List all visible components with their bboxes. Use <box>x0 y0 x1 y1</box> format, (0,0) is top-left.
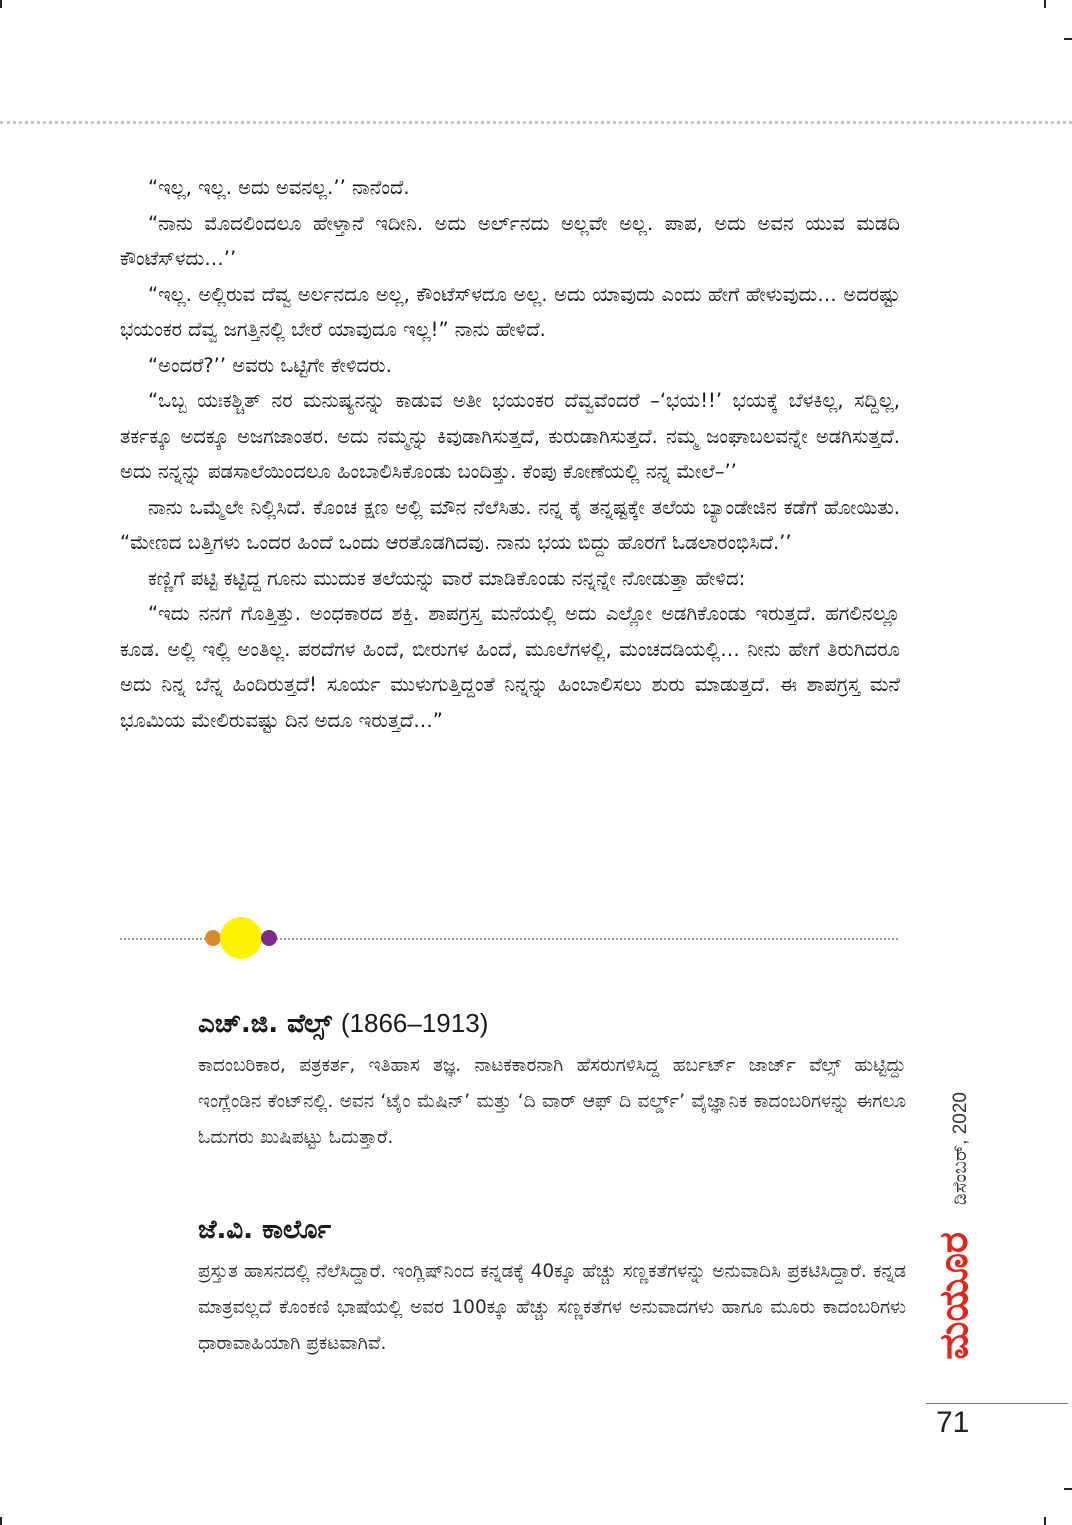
issue-date: ಡಿಸೆಂಬರ್, 2020 <box>950 1092 971 1206</box>
magazine-logo: ಮಯೂರ <box>931 1232 977 1360</box>
translator-bio-text: ಪ್ರಸ್ತುತ ಹಾಸನದಲ್ಲಿ ನೆಲೆಸಿದ್ದಾರೆ. ಇಂಗ್ಲಿಷ್‌ನಿಂದ ಕನ್ನಡಕ್ಕೆ 40ಕ್ಕೂ ಹೆಚ್ಚು ಸಣ್ಣಕತೆಗಳನ್ನು ಅನುವಾದಿಸಿ ಪ್ರಕಟಿಸಿದ್ದಾರೆ. ಕನ್ನಡ ಮಾತ್ರವಲ್ಲದೆ ಕೊಂಕಣಿ ಭಾಷೆಯಲ್ಲಿ ಅವರ 100ಕ್ಕೂ ಹೆಚ್ಚು ಸಣ್ಣಕತೆಗಳ ಅನುವಾದಗಳು ಹಾಗೂ ಮೂರು ಕಾದಂಬರಿಗಳು ಧಾರಾವಾಹಿಯಾಗಿ ಪ್ರಕಟವಾಗಿವೆ. <box>198 1261 906 1354</box>
author-name-heading <box>198 1005 906 1042</box>
author-bio-text: ಕಾದಂಬರಿಕಾರ, ಪತ್ರಕರ್ತ, ಇತಿಹಾಸ ತಜ್ಞ. ನಾಟಕಕಾರನಾಗಿ ಹೆಸರುಗಳಿಸಿದ್ದ ಹರ್ಬರ್ಟ್ ಜಾರ್ಜ್ ವೆಲ್ಸ್ ಹುಟ್ಟಿದ್ದು ಇಂಗ್ಲೆಂಡಿನ ಕೆಂಟ್‌ನಲ್ಲಿ. ಅವನ ‘ಟೈಂ ಮೆಷಿನ್’ ಮತ್ತು ‘ದಿ ವಾರ್ ಆಫ್ ದಿ ವರ್ಲ್ಡ್’ ವೈಜ್ಞಾನಿಕ ಕಾದಂಬರಿಗಳನ್ನು ಈಗಲೂ ಓದುಗರು ಖುಷಿಪಟ್ಟು ಓದುತ್ತಾರೆ. <box>198 1055 906 1148</box>
author-years: (1866–1913) <box>340 1008 489 1038</box>
translator-name-heading <box>198 1212 906 1248</box>
crop-mark-bottom-left <box>0 1517 2 1525</box>
header-dotted-rule <box>0 121 1072 124</box>
translator-bio <box>198 1212 906 1362</box>
separator-dot-orange <box>205 930 221 946</box>
story-paragraph: ಕಣ್ಣಿಗೆ ಪಟ್ಟಿ ಕಟ್ಟಿದ್ದ ಗೂನು ಮುದುಕ ತಲೆಯನ್ನು ವಾರೆ ಮಾಡಿಕೊಂಡು ನನ್ನನ್ನೇ ನೋಡುತ್ತಾ ಹೇಳಿದ: <box>148 566 746 590</box>
author-bio <box>198 1005 906 1156</box>
separator-dot-purple <box>261 930 277 946</box>
story-paragraph: “ಇಲ್ಲ, ಇಲ್ಲ. ಅದು ಅವನಲ್ಲ.’’ ನಾನೆಂದೆ. <box>148 176 410 199</box>
crop-mark-top-right <box>1044 0 1046 8</box>
story-text <box>120 170 900 738</box>
crop-mark-top-left <box>0 0 2 8</box>
page-number-rule <box>926 1403 1068 1404</box>
story-paragraph: “ಅಂದರೆ?’’ ಅವರು ಒಟ್ಟಿಗೇ ಕೇಳಿದರು. <box>148 353 392 377</box>
separator-dot-yellow <box>220 917 262 959</box>
story-paragraph: “ಇಲ್ಲ. ಅಲ್ಲಿರುವ ದೆವ್ವ ಅರ್ಲನದೂ ಅಲ್ಲ, ಕೌಂಟೆಸ್‌ಳದೂ ಅಲ್ಲ. ಅದು ಯಾವುದು ಎಂದು ಹೇಗೆ ಹೇಳುವುದು… ಅದರಷ್ಟು ಭಯಂಕರ ದೆವ್ವ ಜಗತ್ತಿನಲ್ಲಿ ಬೇರೆ ಯಾವುದೂ ಇಲ್ಲ!” ನಾನು ಹೇಳಿದೆ. <box>120 282 900 341</box>
translator-name: ಜೆ.ವಿ. ಕಾರ್ಲೊ <box>198 1215 331 1245</box>
author-name: ಎಚ್.ಜಿ. ವೆಲ್ಸ್ <box>198 1009 332 1039</box>
page-number: 71 <box>936 1406 970 1439</box>
crop-mark-top-right-h <box>1064 38 1072 40</box>
story-paragraph: “ಒಬ್ಬ ಯಃಕಶ್ಚಿತ್ ನರ ಮನುಷ್ಯನನ್ನು ಕಾಡುವ ಅತೀ ಭಯಂಕರ ದೆವ್ವವೆಂದರೆ –‘ಭಯ!!’ ಭಯಕ್ಕೆ ಬೆಳಕಿಲ್ಲ, ಸದ್ದಿಲ್ಲ, ತರ್ಕಕ್ಕೂ ಅದಕ್ಕೂ ಅಜಗಜಾಂತರ. ಅದು ನಮ್ಮನ್ನು ಕಿವುಡಾಗಿಸುತ್ತದೆ, ಕುರುಡಾಗಿಸುತ್ತದೆ. ನಮ್ಮ ಜಂಘಾಬಲವನ್ನೇ ಅಡಗಿಸುತ್ತದೆ. ಅದು ನನ್ನನ್ನು ಪಡಸಾಲೆಯಿಂದಲೂ ಹಿಂಬಾಲಿಸಿಕೊಂಡು ಬಂದಿತ್ತು. ಕೆಂಪು ಕೋಣೆಯಲ್ಲಿ ನನ್ನ ಮೇಲೆ–’’ <box>120 389 900 483</box>
story-paragraph: ನಾನು ಒಮ್ಮೆಲೇ ನಿಲ್ಲಿಸಿದೆ. ಕೊಂಚ ಕ್ಷಣ ಅಲ್ಲಿ ಮೌನ ನೆಲೆಸಿತು. ನನ್ನ ಕೈ ತನ್ನಷ್ಟಕ್ಕೇ ತಲೆಯ ಬ್ಯಾಂಡೇಜಿನ ಕಡೆಗೆ ಹೋಯಿತು. “ಮೇಣದ ಬತ್ತಿಗಳು ಒಂದರ ಹಿಂದೆ ಒಂದು ಆರತೊಡಗಿದವು. ನಾನು ಭಯ ಬಿದ್ದು ಹೊರಗೆ ಓಡಲಾರಂಭಿಸಿದೆ.’’ <box>120 495 900 554</box>
story-paragraph: “ಇದು ನನಗೆ ಗೊತ್ತಿತ್ತು. ಅಂಧಕಾರದ ಶಕ್ತಿ. ಶಾಪಗ್ರಸ್ತ ಮನೆಯಲ್ಲಿ ಅದು ಎಲ್ಲೋ ಅಡಗಿಕೊಂಡು ಇರುತ್ತದೆ. ಹಗಲಿನಲ್ಲೂ ಕೂಡ. ಅಲ್ಲಿ ಇಲ್ಲಿ ಅಂತಿಲ್ಲ. ಪರದೆಗಳ ಹಿಂದೆ, ಬೀರುಗಳ ಹಿಂದೆ, ಮೂಲೆಗಳಲ್ಲಿ, ಮಂಚದಡಿಯಲ್ಲಿ… ನೀನು ಹೇಗೆ ತಿರುಗಿದರೂ ಅದು ನಿನ್ನ ಬೆನ್ನ ಹಿಂದಿರುತ್ತದೆ! ಸೂರ್ಯ ಮುಳುಗುತ್ತಿದ್ದಂತೆ ನಿನ್ನನ್ನು ಹಿಂಬಾಲಿಸಲು ಶುರು ಮಾಡುತ್ತದೆ. ಈ ಶಾಪಗ್ರಸ್ತ ಮನೆ ಭೂಮಿಯ ಮೇಲಿರುವಷ್ಟು ದಿನ ಅದೂ ಇರುತ್ತದೆ…” <box>120 602 900 732</box>
story-paragraph: “ನಾನು ಮೊದಲಿಂದಲೂ ಹೇಳ್ತಾನೆ ಇದೀನಿ. ಅದು ಅರ್ಲ್‌ನದು ಅಲ್ಲವೇ ಅಲ್ಲ. ಪಾಪ, ಅದು ಅವನ ಯುವ ಮಡದಿ ಕೌಂಟೆಸ್‌ಳದು…’’ <box>120 211 900 270</box>
crop-mark-bottom-right <box>1044 1517 1046 1525</box>
crop-mark-bottom-right-h <box>1064 1488 1072 1490</box>
